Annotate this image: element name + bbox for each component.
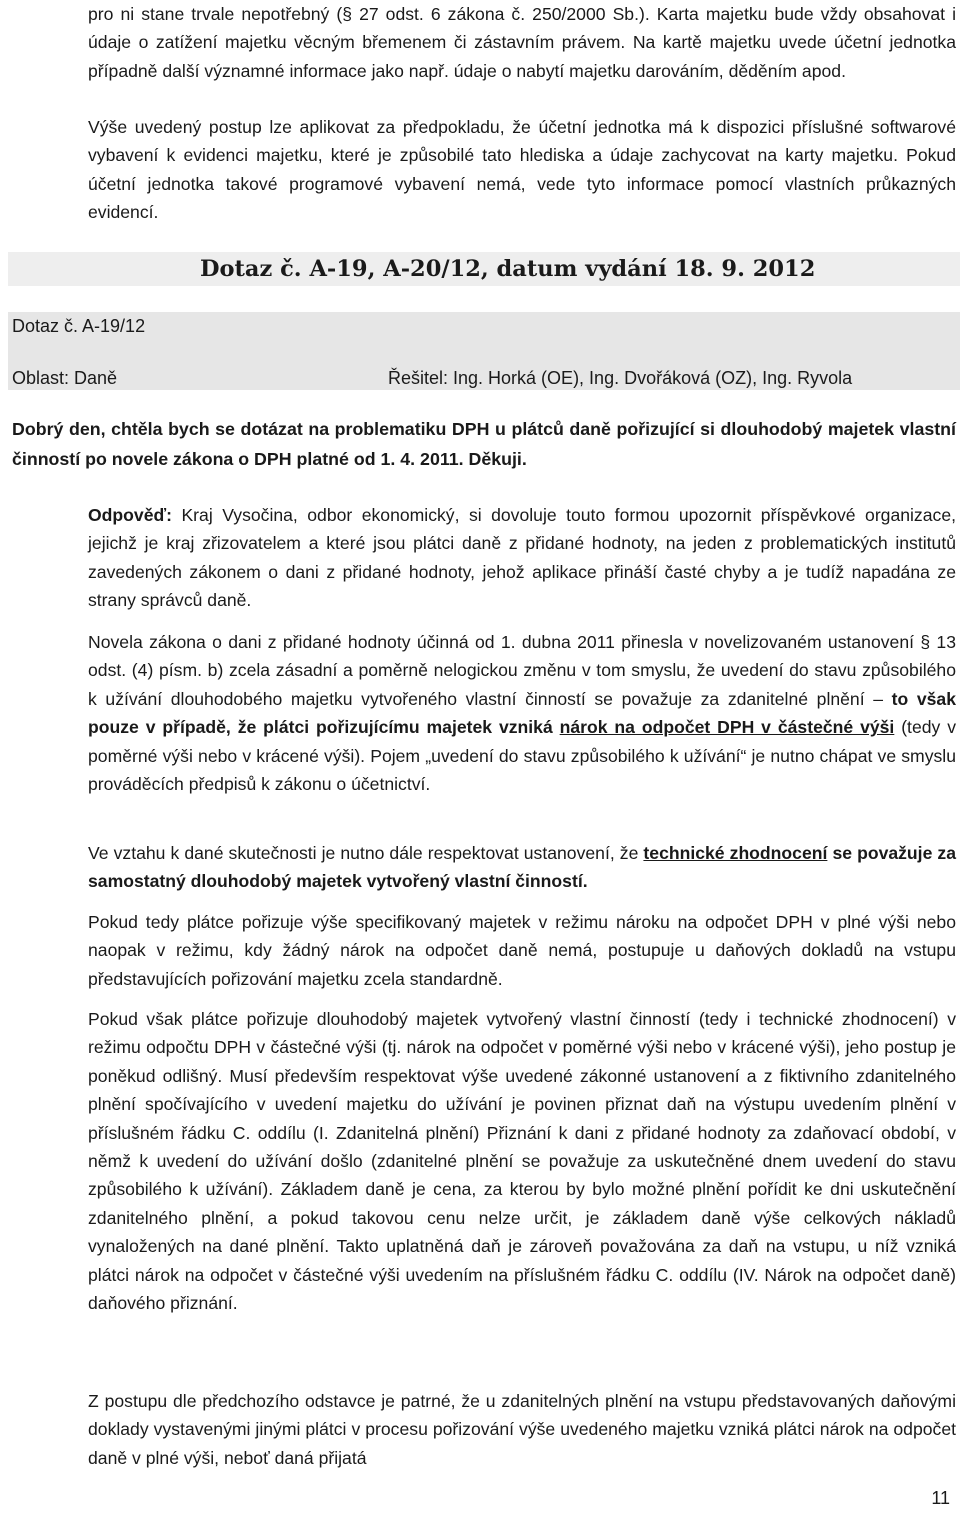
answer-paragraph-6: Z postupu dle předchozího odstavce je patrné, že u zdanitelných plnění na vstupu představovaných daňovými doklady vystavenými jinými plátci v procesu pořizování výše uvedeného majetku vzniká plátci nárok na odpočet daně v plné výši, neboť daná přijatá — [88, 1391, 956, 1468]
answer-paragraph-1 — [88, 501, 956, 615]
answer-intro-text: Kraj Vysočina, odbor ekonomický, si dovoluje touto formou upozornit příspěvkové organizace, jejichž je kraj zřizovatelem a které jsou plátci daně z přidané hodnoty, na jeden z problematických institutů zavedených zákonem o dani z přidané hodnoty, jehož aplikace přináší časté chyby a je tudíž napadána ze strany správců daně. — [88, 505, 956, 611]
intro-paragraph: pro ni stane trvale nepotřebný (§ 27 odst. 6 zákona č. 250/2000 Sb.). Karta majetku bude vždy obsahovat i údaje o zatížení majetku věcným břemenem či zástavním právem. Na kartě majetku uvede účetní jednotka případně další významné informace jako např. údaje o nabytí majetku darováním, děděním apod. — [88, 4, 956, 81]
query-solver: Řešitel: Ing. Horká (OE), Ing. Dvořáková (OZ), Ing. Ryvola — [388, 368, 853, 388]
query-id: Dotaz č. A-19/12 — [12, 316, 146, 336]
software-paragraph — [88, 113, 956, 227]
software-alternative-sentence: Pokud účetní jednotka takové programové vybavení nemá, vede tyto informace pomocí vlastních průkazných evidencí. — [88, 145, 956, 223]
query-title: Dotaz č. A-19, A-20/12, datum vydání 18. 9. 2012 — [200, 256, 816, 282]
amendment-text: Novela zákona o dani z přidané hodnoty účinná od 1. dubna 2011 přinesla v novelizovaném ustanovení § 13 odst. (4) písm. b) zcela zásadní a poměrně nelogickou změnu v tom smyslu, že uvedení do stavu způsobilého k užívání dlouhodobého majetku vytvořeného vlastní činností se považuje za zdanitelné plnění – — [88, 632, 956, 709]
technical-improvement-term: technické zhodnocení — [643, 843, 828, 863]
question-text: Dobrý den, chtěla bych se dotázat na problematiku DPH u plátců daně pořizující si dlouhodobý majetek vlastní činností po novele zákona o DPH platné od 1. 4. 2011. Děkuji. — [12, 419, 956, 469]
technical-improvement-intro: Ve vztahu k dané skutečnosti je nutno dále respektovat ustanovení, že — [88, 843, 644, 863]
answer-paragraph-2 — [88, 628, 956, 798]
answer-paragraph-5: Pokud však plátce pořizuje dlouhodobý majetek vytvořený vlastní činností (tedy i technické zhodnocení) v režimu odpočtu DPH v částečné výši (tj. nárok na odpočet v poměrné výši nebo v krácené výši), jeho postup je poněkud odlišný. Musí především respektovat výše uvedené zákonné ustanovení a z fiktivního zdanitelného plnění spočívajícího v uvedení majetku do užívání je povinen přiznat daň na výstupu uvedením plnění v příslušném řádku C. oddílu (I. Zdanitelná plnění) Přiznání k dani z přidané hodnoty za zdaňovací období, v němž k uvedení do užívání došlo (zdanitelné plnění se považuje za uskutečněné dnem uvedení do stavu způsobilého k užívání). Základem daně je cena, za kterou by bylo možné plnění pořídit ke dni uskutečnění zdanitelného plnění, a pokud takovou cenu nelze určit, je základem daně výše celkových nákladů vynaložených na dané plnění. Takto uplatněná daň je zároveň považována za daň na vstupu, u níž vzniká plátci nárok na odpočet v částečné výši uvedením na příslušném řádku C. oddílu (IV. Nárok na odpočet daně) daňového přiznání. — [88, 1009, 956, 1314]
technical-improvement-rule: se považuje za samostatný dlouhodobý majetek vytvořený vlastní činností. — [88, 843, 956, 892]
partial-deduction-emphasis: nárok na odpočet DPH v částečné výši — [559, 717, 895, 738]
amendment-condition: to však pouze v případě, že plátci pořizujícímu majetek vzniká — [88, 688, 956, 738]
answer-paragraph-4: Pokud tedy plátce pořizuje výše specifikovaný majetek v režimu nároku na odpočet DPH v plné výši nebo naopak v režimu, kdy žádný nárok na odpočet daně nemá, postupuje u daňových dokladů na vstupu představujících pořizování majetku zcela standardně. — [88, 912, 956, 989]
answer-label: Odpověď: — [88, 505, 172, 525]
software-sentence: Výše uvedený postup lze aplikovat za předpokladu, že účetní jednotka má k dispozici příslušné softwarové vybavení k evidenci majetku, které je způsobilé tato hlediska a údaje zachycovat na karty majetku. — [88, 117, 956, 166]
page-number: 11 — [931, 1488, 950, 1508]
query-area: Oblast: Daně — [12, 368, 118, 388]
answer-paragraph-3 — [88, 839, 956, 896]
amendment-text-end: (tedy v poměrné výši nebo v krácené výši). Pojem „uvedení do stavu způsobilého k užívání“ je nutno chápat ve smyslu prováděcích předpisů k zákonu o účetnictví. — [88, 717, 957, 795]
